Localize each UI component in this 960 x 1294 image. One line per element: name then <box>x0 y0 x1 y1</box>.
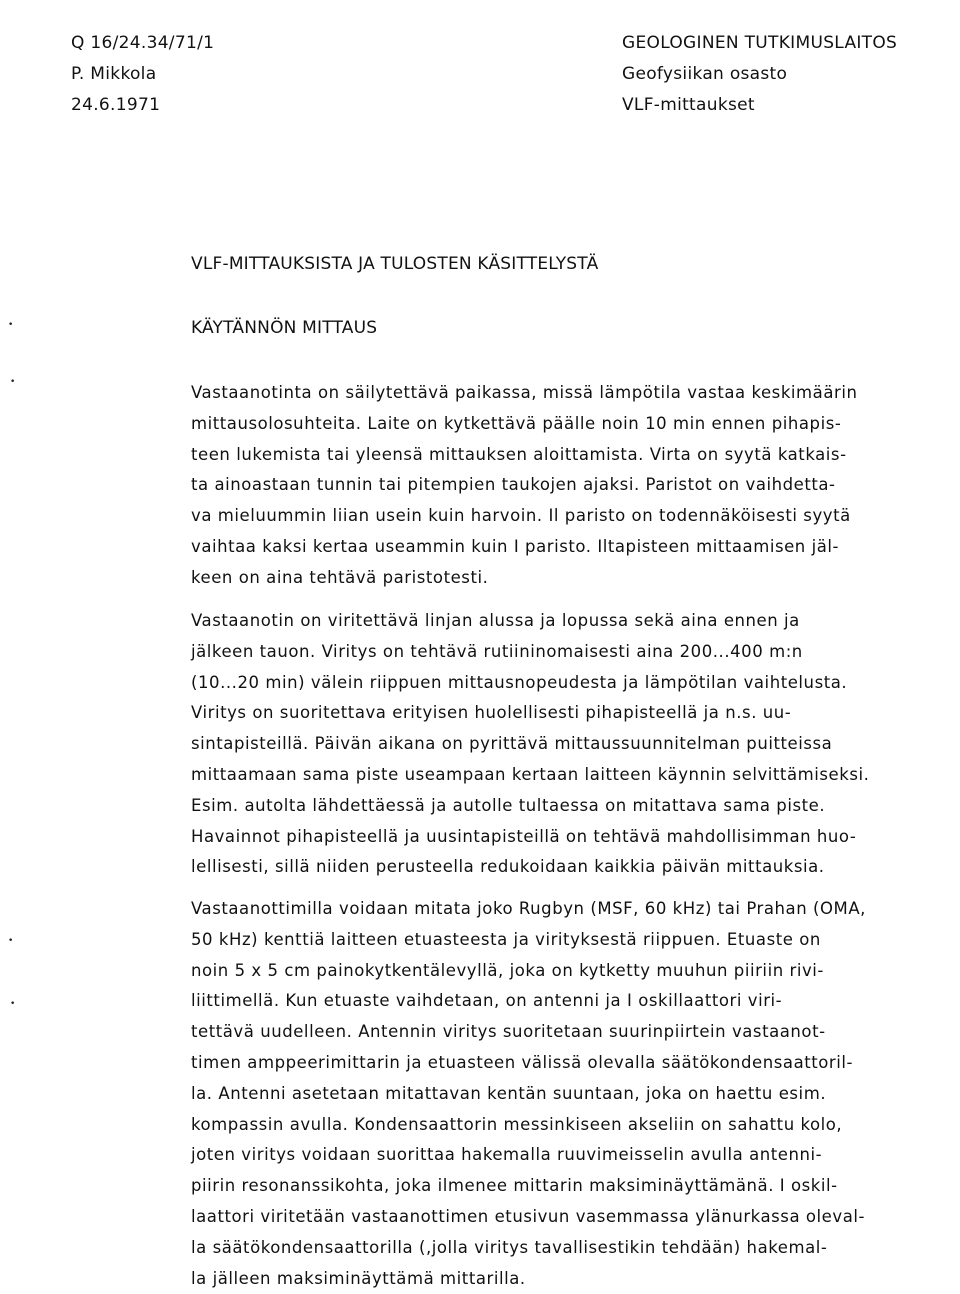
text-line: joten viritys voidaan suorittaa hakemalla ruuvimeisselin avulla antenni- <box>191 1145 823 1165</box>
text-line: 50 kHz) kenttiä laitteen etuasteesta ja virityksestä riippuen. Etuaste on <box>191 929 821 949</box>
text-line: sintapisteillä. Päivän aikana on pyrittävä mittaussuunnitelman puitteissa <box>191 734 833 754</box>
paragraph-3 <box>191 894 959 1294</box>
text-line: Esim. autolta lähdettäessä ja autolle tultaessa on mitattava sama piste. <box>191 795 826 815</box>
scan-speck: • <box>8 936 14 946</box>
author: P. Mikkola <box>71 64 157 84</box>
text-line: lellisesti, sillä niiden perusteella redukoidaan kaikkia päivän mittauksia. <box>191 857 825 877</box>
archive-code: Q 16/24.34/71/1 <box>71 33 215 53</box>
paragraph-1 <box>191 378 959 594</box>
text-line: piirin resonanssikohta, joka ilmenee mittarin maksiminäyttämänä. I oskil- <box>191 1176 838 1196</box>
text-line: Havainnot pihapisteellä ja uusintapisteillä on tehtävä mahdollisimman huo- <box>191 826 857 846</box>
text-line: timen amppeerimittarin ja etuasteen välissä olevalla säätökondensaattoril- <box>191 1052 854 1072</box>
text-line: Viritys on suoritettava erityisen huolellisesti pihapisteellä ja n.s. uu- <box>191 703 792 723</box>
text-line: (10...20 min) välein riippuen mittausnopeudesta ja lämpötilan vaihtelusta. <box>191 672 848 692</box>
text-line: mittausolosuhteita. Laite on kytkettävä päälle noin 10 min ennen pihapis- <box>191 413 842 433</box>
section-title: KÄYTÄNNÖN MITTAUS <box>191 318 378 338</box>
scan-speck: • <box>10 999 16 1009</box>
scan-speck: • <box>10 377 16 387</box>
text-line: ta ainoastaan tunnin tai pitempien taukojen ajaksi. Paristot on vaihdetta- <box>191 475 836 495</box>
department: Geofysiikan osasto <box>622 64 788 84</box>
text-line: tettävä uudelleen. Antennin viritys suoritetaan suurinpiirtein vastaanot- <box>191 1022 826 1042</box>
text-line: la säätökondensaattorilla (,jolla viritys tavallisestikin tehdään) hakemal- <box>191 1237 828 1257</box>
text-line: la. Antenni asetetaan mitattavan kentän suuntaan, joka on haettu esim. <box>191 1083 827 1103</box>
paragraph-2 <box>191 606 959 883</box>
text-line: mittaamaan sama piste useampaan kertaan laitteen käynnin selvittämiseksi. <box>191 764 870 784</box>
header-left <box>71 28 214 121</box>
text-line: Vastaanotin on viritettävä linjan alussa ja lopussa sekä aina ennen ja <box>191 611 800 630</box>
date: 24.6.1971 <box>71 95 161 115</box>
text-line: Vastaanottimilla voidaan mitata joko Rugbyn (MSF, 60 kHz) tai Prahan (OMA, <box>191 899 866 918</box>
text-line: la jälleen maksiminäyttämä mittarilla. <box>191 1268 526 1288</box>
institution: GEOLOGINEN TUTKIMUSLAITOS <box>622 33 898 53</box>
text-line: jälkeen tauon. Viritys on tehtävä rutiininomaisesti aina 200...400 m:n <box>191 641 803 661</box>
text-line: teen lukemista tai yleensä mittauksen aloittamista. Virta on syytä katkais- <box>191 444 847 464</box>
subject: VLF-mittaukset <box>622 95 755 115</box>
text-line: laattori viritetään vastaanottimen etusivun vasemmassa ylänurkassa oleval- <box>191 1206 865 1226</box>
text-line: noin 5 x 5 cm painokytkentälevyllä, joka on kytketty muuhun piiriin rivi- <box>191 960 824 980</box>
document-title: VLF-MITTAUKSISTA JA TULOSTEN KÄSITTELYSTÄ <box>191 254 599 274</box>
text-line: kompassin avulla. Kondensaattorin messinkiseen akseliin on sahattu kolo, <box>191 1114 843 1134</box>
text-line: keen on aina tehtävä paristotesti. <box>191 567 489 587</box>
text-line: va mieluummin liian usein kuin harvoin. Il paristo on todennäköisesti syytä <box>191 506 851 526</box>
text-line: liittimellä. Kun etuaste vaihdetaan, on antenni ja I oskillaattori viri- <box>191 991 783 1011</box>
scan-speck: • <box>8 320 14 330</box>
text-line: Vastaanotinta on säilytettävä paikassa, missä lämpötila vastaa keskimäärin <box>191 383 858 402</box>
header-right <box>622 28 897 121</box>
text-line: vaihtaa kaksi kertaa useammin kuin I paristo. Iltapisteen mittaamisen jäl- <box>191 536 840 556</box>
